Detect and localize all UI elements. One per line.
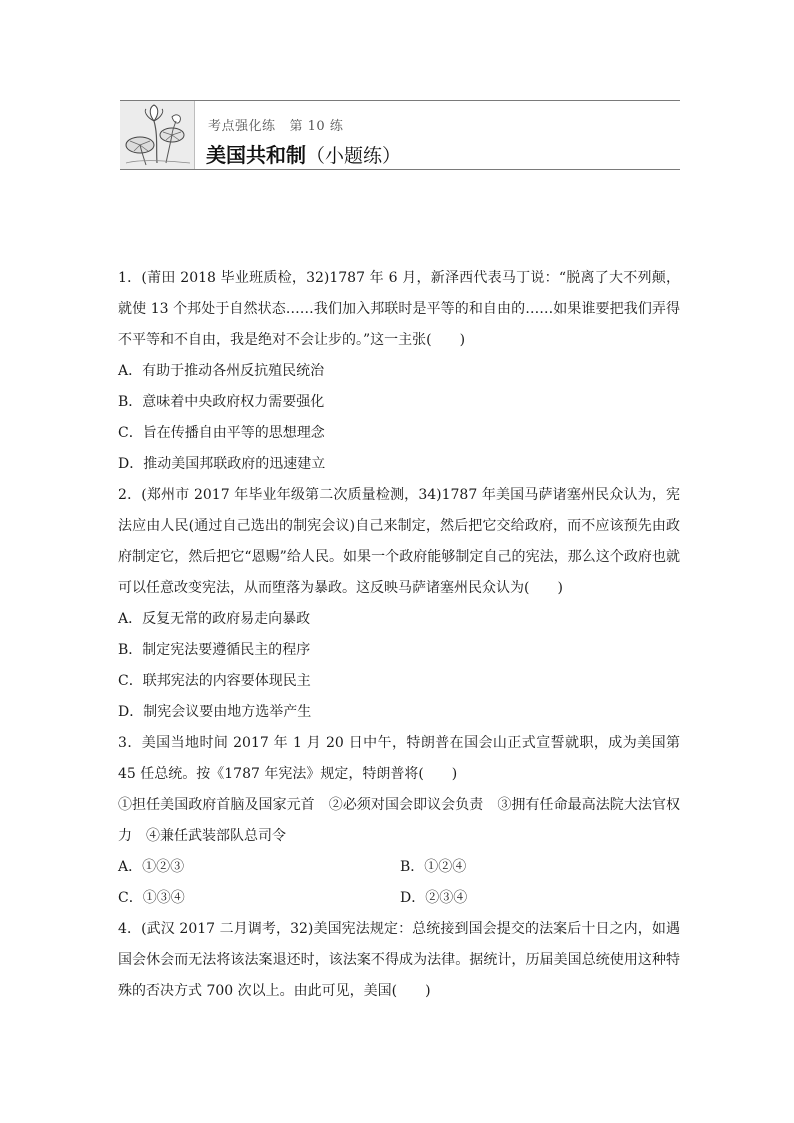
option-grid [118,852,680,914]
question-1 [118,263,680,480]
option-c: C．旨在传播自由平等的思想理念 [118,425,325,441]
option-d: D．推动美国邦联政府的迅速建立 [118,456,326,472]
page-title-suffix: （小题练） [306,145,402,167]
question-4 [118,914,680,1007]
exercise-category: 考点强化练 [208,119,276,134]
question-stem: 4．(武汉 2017 二月调考，32)美国宪法规定：总统接到国会提交的法案后十日之内，如遇国会休会而无法将该法案退还时，该法案不得成为法律。据统计，历届美国总统使用这种特殊的否决方式 700 次以上。由此可见，美国( ) [118,921,680,999]
page-title [206,139,401,168]
option-c: C．联邦宪法的内容要体现民主 [118,673,311,689]
option-c: C．①③④ [118,890,185,906]
question-stem: 3．美国当地时间 2017 年 1 月 20 日中午，特朗普在国会山正式宣誓就职，成为美国第 45 任总统。按《1787 年宪法》规定，特朗普将( ) [118,735,680,782]
exercise-subtitle [208,115,343,134]
option-b: B．意味着中央政府权力需要强化 [118,394,325,410]
question-3 [118,728,680,914]
option-b: B．①②④ [400,859,467,875]
option-d: D．②③④ [400,890,468,906]
option-d: D．制宪会议要由地方选举产生 [118,704,312,720]
exercise-number: 第 10 练 [289,119,344,134]
question-stem: 2．(郑州市 2017 年毕业年级第二次质量检测，34)1787 年美国马萨诸塞州民众认为，宪法应由人民(通过自己选出的制宪会议)自己来制定，然后把它交给政府，而不应该预先由政府制定它，然后把它“恩赐”给人民。如果一个政府能够制定自己的宪法，那么这个政府也就可以任意改变宪法，从而堕落为暴政。这反映马萨诸塞州民众认为( ) [118,487,680,596]
question-stem: 1．(莆田 2018 毕业班质检，32)1787 年 6 月，新泽西代表马丁说：“脱离了大不列颠，就使 13 个邦处于自然状态……我们加入邦联时是平等的和自由的……如果谁要把我们弄得不平等和不自由，我是绝对不会让步的。”这一主张( ) [118,270,680,348]
exercise-header [120,100,680,170]
lotus-emblem-icon [120,101,195,169]
option-a: A．①②③ [118,859,185,875]
page-title-main: 美国共和制 [206,143,306,167]
question-statements: ①担任美国政府首脑及国家元首 ②必须对国会即议会负责 ③拥有任命最高法院大法官权力 ④兼任武装部队总司令 [118,797,680,844]
option-a: A．反复无常的政府易走向暴政 [118,611,311,627]
question-list [118,263,680,1007]
option-a: A．有助于推动各州反抗殖民统治 [118,363,325,379]
option-b: B．制定宪法要遵循民主的程序 [118,642,311,658]
question-2 [118,480,680,728]
